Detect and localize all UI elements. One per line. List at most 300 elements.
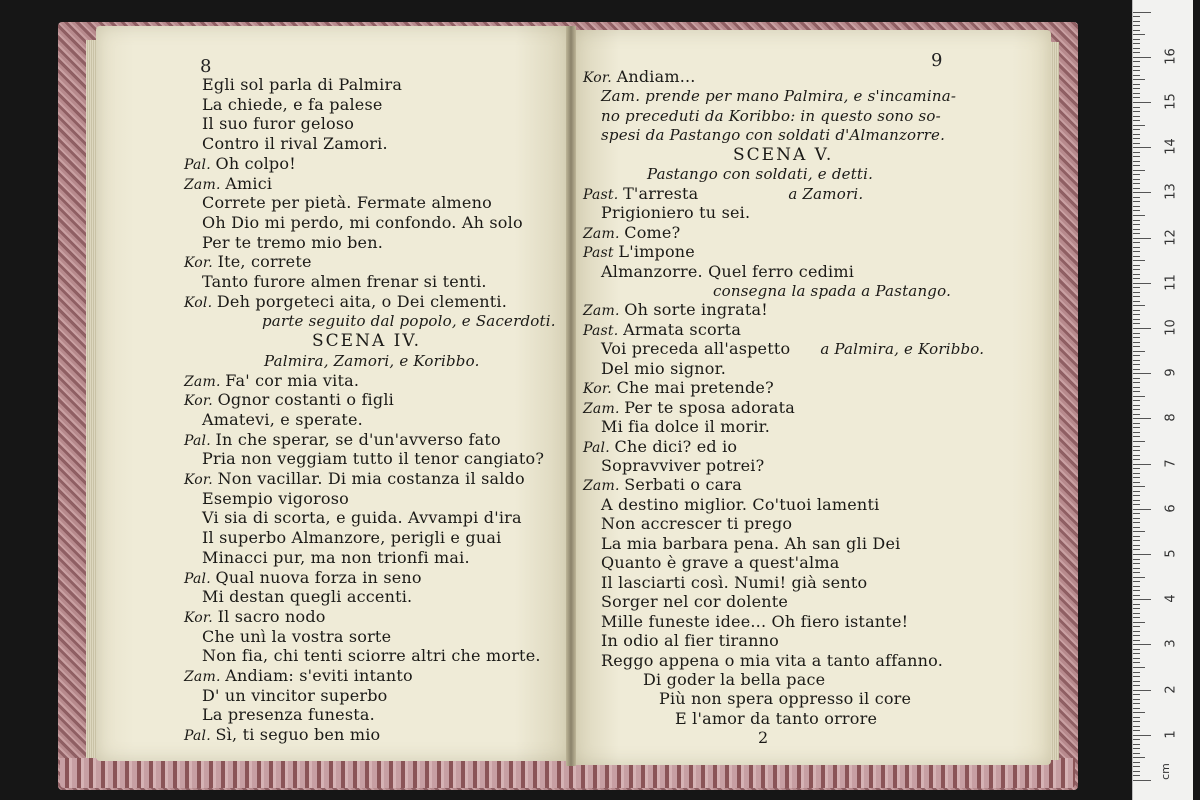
ruler-tick — [1133, 712, 1145, 713]
ruler-tick — [1133, 328, 1151, 329]
verse-line: La mia barbara pena. Ah san gli Dei — [601, 533, 901, 553]
verse-line: Di goder la bella pace — [643, 669, 826, 689]
speaker-line — [184, 470, 525, 489]
speaker-name: Kor. — [184, 255, 218, 272]
verse-line: A destino miglior. Co'tuoi lamenti — [601, 494, 880, 514]
stage-direction: no preceduti da Koribbo: in questo sono so- — [601, 106, 941, 125]
speaker-line — [583, 243, 695, 262]
scene-heading: SCENA V. — [733, 144, 834, 165]
ruler-tick — [1133, 79, 1145, 80]
verse-line: Amatevi, e sperate. — [202, 409, 363, 429]
ruler-tick — [1133, 188, 1140, 189]
ruler-label: 14 — [1163, 138, 1179, 155]
verse-line: Tanto furore almen frenar si tenti. — [202, 272, 487, 291]
speaker-name: Pal. — [184, 728, 216, 745]
ruler-tick — [1133, 242, 1140, 243]
speaker-name: Kor. — [583, 381, 617, 398]
speech-text: Amici — [225, 173, 273, 193]
ruler-tick — [1133, 658, 1140, 659]
verse-line: Reggo appena o mia vita a tanto affanno. — [601, 650, 943, 670]
ruler-tick — [1133, 102, 1151, 103]
ruler-tick — [1133, 57, 1151, 58]
ruler-tick — [1133, 387, 1140, 388]
verse-line: Almanzorre. Quel ferro cedimi — [601, 261, 855, 281]
speech-text: Che dici? ed io — [614, 436, 738, 456]
verse-line: Il superbo Almanzore, perigli e guai — [202, 528, 502, 548]
speech-text: Armata scorta — [623, 319, 742, 339]
ruler-tick — [1133, 568, 1140, 569]
ruler-tick — [1133, 631, 1140, 632]
speech-text: Andiam: s'eviti intanto — [225, 666, 413, 685]
ruler-label: 2 — [1163, 684, 1179, 694]
ruler-tick — [1133, 644, 1151, 645]
ruler-tick — [1133, 414, 1140, 415]
ruler-tick — [1133, 369, 1140, 370]
ruler-tick — [1133, 197, 1140, 198]
verse-line: Esempio vigoroso — [202, 488, 349, 508]
ruler-tick — [1133, 269, 1140, 270]
ruler-tick — [1133, 436, 1140, 437]
ruler-label: 3 — [1163, 639, 1179, 649]
speaker-name: Zam. — [184, 373, 226, 390]
ruler-tick — [1133, 753, 1140, 754]
page-number-right: 9 — [931, 50, 943, 71]
speech-text: Ognor costanti o figli — [217, 390, 394, 410]
ruler-label: 13 — [1163, 183, 1179, 201]
verse-line: Prigioniero tu sei. — [601, 203, 751, 223]
ruler-tick — [1133, 93, 1140, 94]
ruler-tick — [1133, 391, 1140, 392]
ruler-label: 8 — [1163, 413, 1179, 423]
ruler-tick — [1133, 220, 1140, 221]
ruler-tick — [1133, 617, 1140, 618]
verse-line: Sorger nel cor dolente — [601, 592, 789, 612]
speech-text: Qual nuova forza in seno — [215, 567, 422, 587]
left-page — [96, 26, 572, 761]
verse-line: Voi preceda all'aspetto a Palmira, e Koribbo. — [601, 339, 985, 359]
verse-line: Correte per pietà. Fermate almeno — [202, 193, 492, 213]
ruler-tick — [1133, 400, 1140, 401]
ruler-tick — [1133, 323, 1140, 324]
ruler-tick — [1133, 690, 1151, 691]
ruler-tick — [1133, 468, 1140, 469]
ruler-tick — [1133, 775, 1140, 776]
verse-line: Pria non veggiam tutto il tenor cangiato? — [202, 449, 545, 469]
ruler-tick — [1133, 563, 1140, 564]
scene-cast: Palmira, Zamori, e Koribbo. — [264, 351, 480, 370]
ruler-tick — [1133, 305, 1145, 306]
ruler-label: 5 — [1163, 549, 1179, 558]
ruler-tick — [1133, 152, 1140, 153]
ruler-tick — [1133, 346, 1140, 347]
ruler-tick — [1133, 432, 1140, 433]
ruler-tick — [1133, 423, 1140, 424]
ruler-tick — [1133, 156, 1140, 157]
ruler-tick — [1133, 265, 1140, 266]
speaker-name: Past. — [583, 186, 624, 203]
ruler-tick — [1133, 301, 1140, 302]
ruler-tick — [1133, 622, 1145, 623]
ruler-tick — [1133, 238, 1151, 239]
ruler-tick — [1133, 604, 1140, 605]
ruler-tick — [1133, 676, 1140, 677]
ruler-tick — [1133, 672, 1140, 673]
ruler-tick — [1133, 450, 1140, 451]
ruler-tick — [1133, 536, 1140, 537]
speech-text: T'arresta — [623, 183, 699, 203]
ruler-tick — [1133, 342, 1140, 343]
stage-direction: parte seguito dal popolo, e Sacerdoti. — [262, 312, 556, 331]
signature-mark: 2 — [758, 728, 769, 748]
ruler-tick — [1133, 319, 1140, 320]
ruler-tick — [1133, 685, 1140, 686]
right-page — [571, 30, 1051, 765]
ruler-tick — [1133, 174, 1140, 175]
verse-line: In odio al fier tiranno — [601, 631, 779, 651]
ruler-tick — [1133, 143, 1140, 144]
ruler-tick — [1133, 482, 1140, 483]
verse-line: D' un vincitor superbo — [202, 685, 388, 705]
ruler-tick — [1133, 206, 1140, 207]
ruler-tick — [1133, 165, 1140, 166]
ruler-tick — [1133, 572, 1140, 573]
verse-line: Minacci pur, ma non trionfi mai. — [202, 547, 470, 567]
ruler-tick — [1133, 495, 1140, 496]
ruler-tick — [1133, 590, 1140, 591]
ruler-tick — [1133, 287, 1140, 288]
ruler-tick — [1133, 586, 1140, 587]
speaker-name: Kol. — [184, 294, 217, 311]
ruler-tick — [1133, 708, 1140, 709]
ruler-tick — [1133, 477, 1140, 478]
ruler-tick — [1133, 626, 1140, 627]
scene-heading: SCENA IV. — [312, 331, 422, 352]
ruler-label: 1 — [1163, 730, 1179, 739]
book-gutter — [566, 26, 576, 766]
verse-line: Mi fia dolce il morir. — [601, 417, 771, 437]
speech-text: Serbati o cara — [624, 475, 742, 495]
ruler-tick — [1133, 581, 1140, 582]
ruler-tick — [1133, 278, 1140, 279]
ruler-tick — [1133, 351, 1145, 352]
verse-line: Quanto è grave a quest'alma — [601, 553, 840, 573]
ruler-tick — [1133, 486, 1145, 487]
ruler-tick — [1133, 653, 1140, 654]
ruler-tick — [1133, 52, 1140, 53]
ruler-tick — [1133, 531, 1145, 532]
verse-line: Oh Dio mi perdo, mi confondo. Ah solo — [202, 212, 523, 232]
ruler-tick — [1133, 540, 1140, 541]
ruler-tick — [1133, 717, 1140, 718]
ruler-tick — [1133, 183, 1140, 184]
ruler-tick — [1133, 161, 1140, 162]
ruler-tick — [1133, 513, 1140, 514]
ruler-tick — [1133, 61, 1140, 62]
ruler-tick — [1133, 116, 1140, 117]
ruler-tick — [1133, 233, 1140, 234]
speech-text: Non vacillar. Di mia costanza il saldo — [217, 469, 525, 488]
ruler-tick — [1133, 107, 1140, 108]
ruler-tick — [1133, 554, 1151, 555]
speaker-line — [184, 569, 422, 588]
verse-line: Non fia, chi tenti sciorre altri che morte. — [202, 646, 541, 666]
ruler-tick — [1133, 662, 1140, 663]
ruler-tick — [1133, 681, 1140, 682]
speech-text: Il sacro nodo — [217, 606, 326, 626]
speaker-line — [583, 379, 774, 398]
ruler-tick — [1133, 360, 1140, 361]
ruler-tick — [1133, 418, 1151, 419]
ruler-tick — [1133, 283, 1151, 284]
speaker-line — [583, 301, 768, 320]
ruler-tick — [1133, 210, 1140, 211]
ruler-tick — [1133, 134, 1140, 135]
verse-line: Che unì la vostra sorte — [202, 626, 392, 646]
speech-text: Per te sposa adorata — [624, 397, 795, 417]
ruler-tick — [1133, 640, 1140, 641]
speech-text: Che mai pretende? — [616, 378, 774, 398]
speaker-name: Zam. — [583, 225, 625, 242]
ruler-tick — [1133, 608, 1140, 609]
speaker-name: Pal. — [184, 432, 216, 449]
ruler-tick — [1133, 179, 1140, 180]
speaker-name: Kor. — [184, 609, 218, 626]
speaker-line — [184, 667, 413, 686]
ruler-tick — [1133, 12, 1151, 13]
speaker-line — [583, 476, 742, 495]
measurement-ruler — [1132, 0, 1193, 800]
ruler-tick — [1133, 201, 1140, 202]
ruler-label: 16 — [1163, 48, 1179, 65]
speaker-line — [184, 391, 394, 410]
ruler-tick — [1133, 635, 1140, 636]
ruler-tick — [1133, 229, 1140, 230]
speaker-name: Past — [583, 245, 619, 262]
speaker-line — [583, 438, 737, 457]
verse-line: Sopravviver potrei? — [601, 456, 765, 475]
verse-line: Mille funeste idee... Oh fiero istante! — [601, 611, 909, 631]
speaker-line — [184, 293, 507, 312]
verse-line: Il suo furor geloso — [202, 114, 355, 134]
ruler-tick — [1133, 545, 1140, 546]
ruler-tick — [1133, 599, 1151, 600]
ruler-tick — [1133, 703, 1140, 704]
verse-line: Più non spera oppresso il core — [659, 689, 912, 709]
speaker-line — [184, 175, 272, 194]
ruler-tick — [1133, 730, 1140, 731]
ruler-tick — [1133, 491, 1140, 492]
speaker-name: Zam. — [184, 669, 226, 685]
verse-line: Contro il rival Zamori. — [202, 134, 388, 154]
ruler-tick — [1133, 504, 1140, 505]
ruler-tick — [1133, 613, 1140, 614]
ruler-tick — [1133, 251, 1140, 252]
speaker-name: Pal. — [184, 570, 216, 587]
ruler-tick — [1133, 120, 1140, 121]
ruler-tick — [1133, 337, 1140, 338]
speech-text: Oh colpo! — [215, 153, 296, 173]
ruler-tick — [1133, 744, 1140, 745]
scene-cast: Pastango con soldati, e detti. — [647, 165, 874, 184]
ruler-tick — [1133, 726, 1140, 727]
ruler-tick — [1133, 88, 1140, 89]
ruler-tick — [1133, 667, 1145, 668]
ruler-tick — [1133, 274, 1140, 275]
ruler-tick — [1133, 441, 1145, 442]
speaker-line — [583, 68, 696, 87]
ruler-tick — [1133, 577, 1145, 578]
ruler-label: 10 — [1163, 319, 1179, 336]
speaker-line — [184, 155, 296, 174]
speaker-name: Zam. — [583, 478, 625, 495]
ruler-tick — [1133, 549, 1140, 550]
ruler-tick — [1133, 721, 1140, 722]
speaker-line — [583, 224, 680, 243]
speech-text: Fa' cor mia vita. — [225, 370, 360, 390]
ruler-tick — [1133, 170, 1145, 171]
ruler-tick — [1133, 757, 1145, 758]
speech-text: Deh porgeteci aita, o Dei clementi. — [216, 291, 508, 311]
speaker-line — [184, 253, 312, 272]
ruler-tick — [1133, 373, 1151, 374]
ruler-tick — [1133, 509, 1151, 510]
ruler-tick — [1133, 748, 1140, 749]
aside-direction: a Zamori. — [788, 184, 864, 203]
ruler-tick — [1133, 97, 1140, 98]
ruler-tick — [1133, 333, 1140, 334]
speaker-name: Pal. — [583, 439, 615, 456]
ruler-tick — [1133, 314, 1140, 315]
ruler-tick — [1133, 129, 1140, 130]
ruler-tick — [1133, 455, 1140, 456]
ruler-tick — [1133, 215, 1145, 216]
ruler-tick — [1133, 382, 1140, 383]
ruler-label: 6 — [1163, 504, 1179, 513]
ruler-tick — [1133, 66, 1140, 67]
ruler-tick — [1133, 296, 1140, 297]
speaker-line — [583, 321, 741, 340]
speaker-name: Kor. — [184, 393, 218, 410]
speaker-name: Past. — [583, 322, 624, 339]
ruler-label: 15 — [1163, 93, 1179, 110]
stage-direction: Zam. prende per mano Palmira, e s'incamina- — [601, 87, 957, 106]
ruler-tick — [1133, 111, 1140, 112]
speech-text: Come? — [624, 222, 681, 242]
ruler-tick — [1133, 405, 1140, 406]
ruler-tick — [1133, 355, 1140, 356]
verse-line: Vi sia di scorta, e guida. Avvampi d'ira — [202, 508, 522, 528]
ruler-tick — [1133, 427, 1140, 428]
speaker-name: Zam. — [583, 400, 625, 417]
ruler-tick — [1133, 364, 1140, 365]
speaker-name: Zam. — [583, 303, 625, 320]
verse-line: Del mio signor. — [601, 358, 726, 378]
ruler-tick — [1133, 260, 1145, 261]
ruler-tick — [1133, 292, 1140, 293]
ruler-tick — [1133, 84, 1140, 85]
verse-line: Non accrescer ti prego — [601, 514, 793, 534]
ruler-tick — [1133, 310, 1140, 311]
ruler-tick — [1133, 766, 1140, 767]
ruler-tick — [1133, 75, 1140, 76]
verse-line: La chiede, e fa palese — [202, 94, 383, 114]
ruler-tick — [1133, 473, 1140, 474]
speaker-name: Kor. — [583, 70, 617, 86]
ruler-tick — [1133, 396, 1145, 397]
ruler-tick — [1133, 125, 1145, 126]
ruler-label: 11 — [1163, 274, 1179, 291]
ruler-tick — [1133, 699, 1140, 700]
ruler-unit-label: cm — [1158, 763, 1172, 780]
speaker-line — [583, 399, 795, 418]
verse-line: Egli sol parla di Palmira — [202, 75, 403, 94]
ruler-tick — [1133, 649, 1140, 650]
speaker-name: Kor. — [184, 472, 218, 488]
ruler-tick — [1133, 48, 1140, 49]
speaker-line — [184, 431, 501, 450]
speaker-name: Zam. — [184, 176, 226, 193]
ruler-label: 7 — [1163, 458, 1179, 468]
ruler-tick — [1133, 464, 1151, 465]
ruler-tick — [1133, 16, 1140, 17]
speaker-line — [583, 185, 863, 204]
ruler-tick — [1133, 224, 1140, 225]
speech-text: Andiam... — [616, 67, 696, 86]
ruler-tick — [1133, 256, 1140, 257]
ruler-tick — [1133, 25, 1140, 26]
ruler-tick — [1133, 518, 1140, 519]
speaker-line — [184, 608, 326, 627]
speaker-line — [184, 372, 359, 391]
verse-line: La presenza funesta. — [202, 705, 375, 725]
ruler-tick — [1133, 527, 1140, 528]
ruler-tick — [1133, 780, 1151, 781]
speech-text: Oh sorte ingrata! — [624, 300, 768, 320]
ruler-label: 9 — [1163, 368, 1179, 377]
ruler-tick — [1133, 735, 1151, 736]
ruler-tick — [1133, 559, 1140, 560]
ruler-tick — [1133, 34, 1145, 35]
ruler-tick — [1133, 771, 1140, 772]
stage-direction: consegna la spada a Pastango. — [713, 281, 952, 300]
ruler-tick — [1133, 500, 1140, 501]
ruler-tick — [1133, 459, 1140, 460]
speaker-line — [184, 726, 380, 745]
ruler-tick — [1133, 192, 1151, 193]
ruler-tick — [1133, 30, 1140, 31]
ruler-tick — [1133, 409, 1140, 410]
speech-text: Sì, ti seguo ben mio — [215, 725, 381, 745]
ruler-tick — [1133, 595, 1140, 596]
ruler-tick — [1133, 70, 1140, 71]
ruler-tick — [1133, 522, 1140, 523]
ruler-tick — [1133, 247, 1140, 248]
ruler-tick — [1133, 39, 1140, 40]
page-number-left: 8 — [200, 56, 212, 77]
ruler-tick — [1133, 21, 1140, 22]
ruler-label: 12 — [1163, 228, 1179, 246]
verse-line: Per te tremo mio ben. — [202, 232, 383, 252]
ruler-tick — [1133, 138, 1140, 139]
ruler-tick — [1133, 446, 1140, 447]
ruler-tick — [1133, 739, 1140, 740]
ruler-tick — [1133, 147, 1151, 148]
verse-line: Il lasciarti così. Numi! già sento — [601, 572, 868, 592]
speech-text: Ite, correte — [217, 252, 312, 272]
ruler-label: 4 — [1163, 594, 1179, 603]
ruler-tick — [1133, 762, 1140, 763]
ruler-tick — [1133, 378, 1140, 379]
